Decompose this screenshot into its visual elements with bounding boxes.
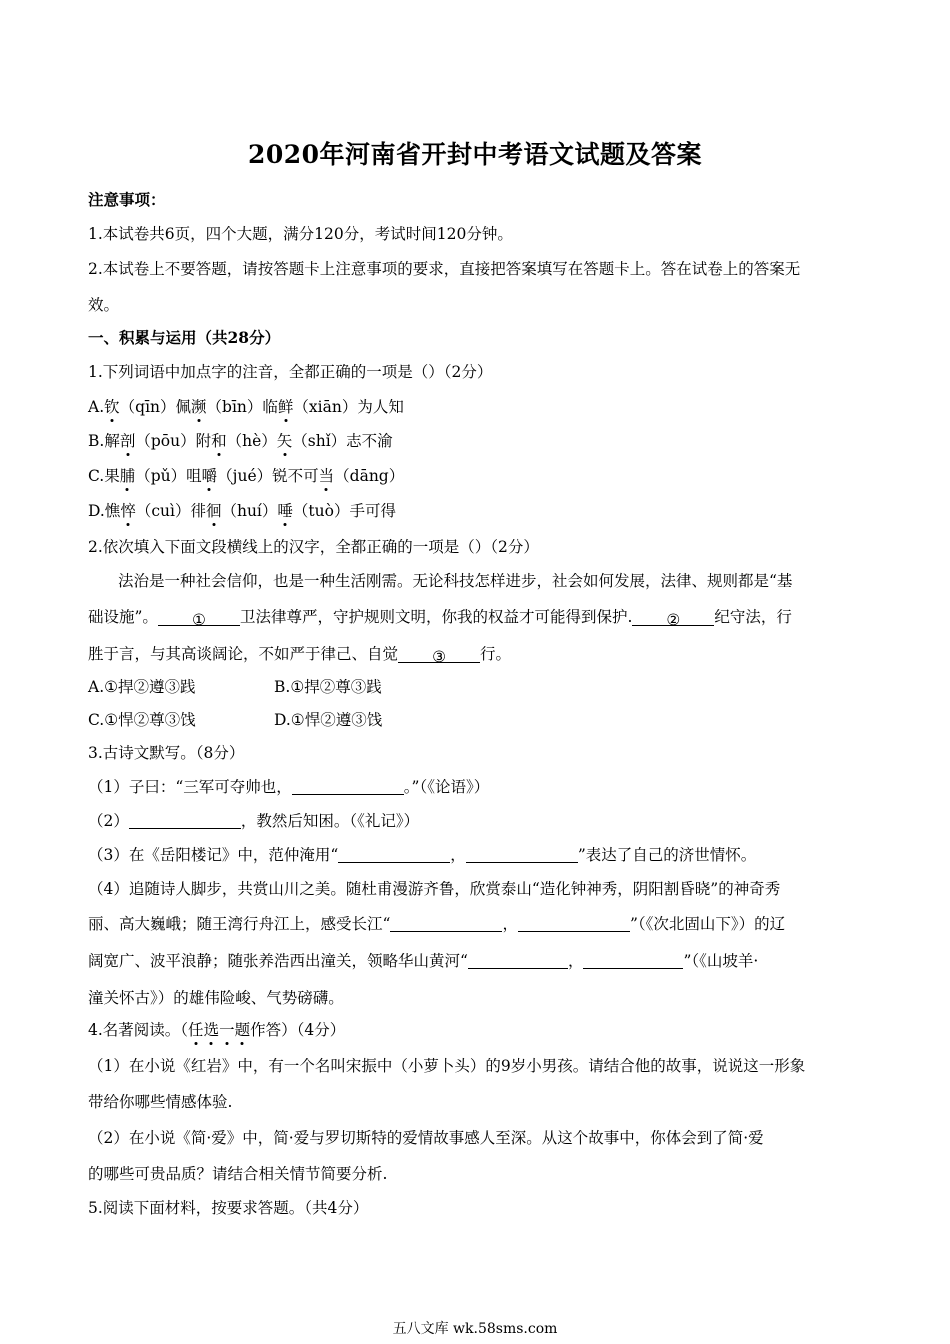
dotted-char: 濒	[191, 398, 207, 416]
q2-option-b: B.①捍②尊③践	[274, 678, 382, 696]
dotted-char: 悴	[120, 502, 136, 520]
q3-sub-1: （1）子曰：“三军可夺帅也， 。”（《论语》）	[88, 778, 490, 796]
q3-stem: 3.古诗文默写。（8分）	[88, 744, 245, 762]
q4-sub-2-line-1: （2）在小说《简·爱》中，简·爱与罗切斯特的爱情故事感人至深。从这个故事中，你体会到了简·爱	[88, 1129, 764, 1147]
q2-options-row-2	[88, 709, 864, 731]
dotted-char: 徊	[205, 502, 222, 520]
dotted-char: 题	[234, 1021, 251, 1039]
q4-sub-1-line-2: 带给你哪些情感体验.	[88, 1093, 233, 1111]
dotted-char: 脯	[119, 467, 136, 485]
dotted-char: 钦	[104, 398, 120, 416]
q5-stem: 5.阅读下面材料，按要求答题。（共4分）	[88, 1199, 369, 1217]
notice-item-2: 2.本试卷上不要答题，请按答题卡上注意事项的要求，直接把答案填写在答题卡上。答在试卷上的答案无	[88, 260, 801, 278]
q2-options-row-1	[88, 676, 864, 698]
q3-sub-3: （3）在《岳阳楼记》中，范仲淹用“ ， ”表达了自己的济世情怀。	[88, 846, 757, 864]
dotted-char: 鲜	[277, 398, 294, 416]
dotted-char: 矢	[276, 432, 293, 450]
q2-passage-line-3: 胜于言，与其高谈阔论，不如严于律己、自觉 ③ 行。	[88, 645, 512, 666]
dotted-char: 选	[203, 1021, 220, 1039]
q3-sub-4-line-3: 阔宽广、波平浪静；随张养浩西出潼关，领略华山黄河“ ， ”（《山坡羊·	[88, 952, 759, 970]
notice-heading: 注意事项：	[88, 190, 166, 209]
q2-option-c: C.①悍②尊③饯	[88, 711, 196, 729]
notice-item-1: 1.本试卷共6页，四个大题，满分120分，考试时间120分钟。	[88, 225, 513, 243]
dotted-char: 和	[211, 432, 227, 450]
fill-blank-2[interactable]: ②	[632, 609, 714, 626]
answer-blank[interactable]	[338, 846, 450, 863]
dotted-char: 剖	[119, 432, 136, 450]
q3-sub-4-line-1: （4）追随诗人脚步，共赏山川之美。随杜甫漫游齐鲁，欣赏泰山“造化钟神秀，阴阳割昏晓”的神奇秀	[88, 880, 781, 898]
answer-blank[interactable]	[292, 778, 404, 795]
fill-blank-1[interactable]: ①	[158, 609, 240, 626]
answer-blank[interactable]	[390, 915, 502, 932]
answer-blank[interactable]	[129, 812, 241, 829]
q1-option-c: C.果脯（pǔ）咀嚼（jué）锐不可当（dāng）	[88, 467, 405, 485]
q2-option-d: D.①悍②遵③饯	[274, 711, 383, 729]
q1-stem: 1.下列词语中加点字的注音，全都正确的一项是（）（2分）	[88, 363, 493, 381]
answer-blank[interactable]	[468, 952, 568, 969]
answer-blank[interactable]	[518, 915, 630, 932]
footer-watermark: 五八文库 wk.58sms.com	[392, 1321, 558, 1337]
q3-sub-2: （2） ，教然后知困。（《礼记》）	[88, 812, 420, 830]
q1-option-d: D.憔悴（cuì）徘徊（huí）唾（tuò）手可得	[88, 502, 396, 520]
dotted-char: 嚼	[201, 467, 218, 485]
section-heading: 一、积累与运用（共28分）	[88, 328, 281, 347]
fill-blank-3[interactable]: ③	[398, 646, 480, 663]
q4-sub-1-line-1: （1）在小说《红岩》中，有一个名叫宋振中（小萝卜头）的9岁小男孩。请结合他的故事，说说这一形象	[88, 1057, 806, 1075]
dotted-char: 一	[219, 1021, 235, 1039]
q3-sub-4-line-4: 潼关怀古》）的雄伟险峻、气势磅礴。	[88, 989, 344, 1007]
answer-blank[interactable]	[466, 846, 578, 863]
q1-option-b: B.解剖（pōu）附和（hè）矢（shǐ）志不渝	[88, 432, 393, 450]
dotted-char: 当	[318, 467, 335, 485]
page-title: 2020年河南省开封中考语文试题及答案	[247, 140, 703, 169]
answer-blank[interactable]	[583, 952, 683, 969]
q3-sub-4-line-2: 丽、高大巍峨；随王湾行舟江上，感受长江“ ， ”（《次北固山下》）的辽	[88, 915, 786, 933]
q2-stem: 2.依次填入下面文段横线上的汉字，全都正确的一项是（）（2分）	[88, 538, 539, 556]
q4-stem: 4.名著阅读。（任选一题作答）（4分）	[88, 1021, 346, 1039]
dotted-char: 任	[188, 1021, 204, 1039]
q2-option-a: A.①捍②遵③践	[88, 678, 196, 696]
notice-item-2-cont: 效。	[88, 296, 120, 314]
dotted-char: 唾	[277, 502, 293, 520]
q2-passage-line-1: 法治是一种社会信仰，也是一种生活刚需。无论科技怎样进步，社会如何发展，法律、规则都是“基	[118, 572, 793, 590]
q2-passage-line-2: 础设施”。 ① 卫法律尊严，守护规则文明，你我的权益才可能得到保护. ② 纪守法，行	[88, 608, 792, 629]
q4-sub-2-line-2: 的哪些可贵品质？请结合相关情节简要分析.	[88, 1165, 388, 1183]
q1-option-a: A.钦（qīn）佩濒（bīn）临鲜（xiān）为人知	[88, 398, 404, 416]
